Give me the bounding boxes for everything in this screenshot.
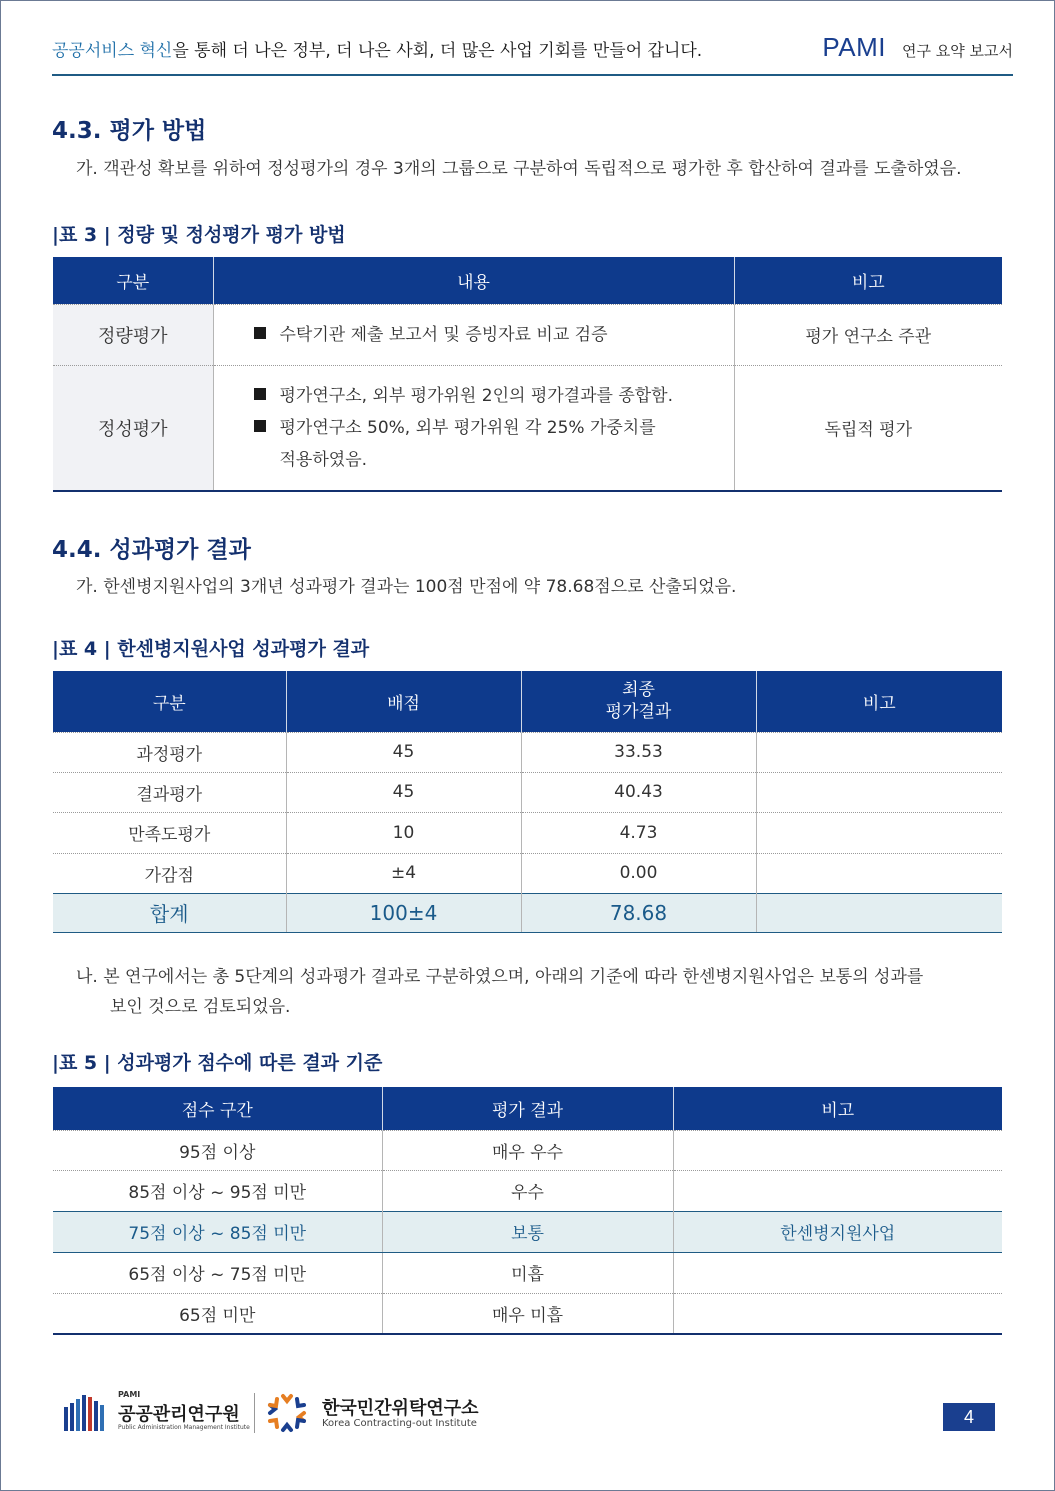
row-note	[756, 812, 1002, 853]
row-category: 만족도평가	[53, 812, 286, 853]
content-item: 수탁기관 제출 보고서 및 증빙자료 비교 검증	[279, 324, 608, 345]
logo-small-text: PAMI	[118, 1390, 141, 1399]
table-row	[53, 1252, 1002, 1293]
column-header: 점수 구간	[53, 1087, 382, 1130]
row-points: ±4	[286, 853, 521, 893]
square-bullet-icon	[254, 327, 266, 339]
row-note	[756, 772, 1002, 812]
page-number: 4	[943, 1403, 995, 1431]
row-note	[756, 853, 1002, 893]
column-header: 구분	[53, 671, 286, 732]
column-header: 구분	[53, 257, 213, 304]
table-caption: |표 4 | 한센병지원사업 성과평가 결과	[52, 638, 370, 660]
row-note	[673, 1170, 1002, 1211]
brand-name: PAMI	[822, 32, 887, 62]
logo-english-name: Public Administration Management Institute	[118, 1424, 250, 1431]
row-note: 한센병지원사업	[673, 1211, 1002, 1252]
row-note: 평가 연구소 주관	[734, 304, 1002, 365]
content-line	[254, 412, 733, 444]
row-category: 정성평가	[53, 365, 213, 491]
row-range: 75점 이상 ~ 85점 미만	[53, 1211, 382, 1252]
paragraph-line: 보인 것으로 검토되었음.	[110, 997, 291, 1017]
row-result: 33.53	[521, 732, 756, 772]
content-item: 평가연구소 50%, 외부 평가위원 각 25% 가중치를	[279, 417, 656, 438]
row-content	[213, 304, 734, 365]
table-header-row	[53, 257, 1002, 304]
evaluation-result-table	[53, 671, 1002, 933]
row-grade: 보통	[382, 1211, 673, 1252]
table-row	[53, 772, 1002, 812]
kco-logo	[264, 1390, 504, 1436]
row-grade: 우수	[382, 1170, 673, 1211]
section-paragraph	[76, 962, 996, 1022]
row-content	[213, 365, 734, 491]
pami-logo	[64, 1390, 259, 1434]
row-result: 0.00	[521, 853, 756, 893]
row-note	[673, 1293, 1002, 1334]
header-brand	[822, 32, 1013, 63]
column-header: 비고	[673, 1087, 1002, 1130]
content-line	[254, 380, 733, 412]
page-header	[52, 30, 1013, 76]
table-row	[53, 304, 1002, 365]
row-range: 65점 이상 ~ 75점 미만	[53, 1252, 382, 1293]
row-grade: 매우 우수	[382, 1130, 673, 1170]
row-grade: 미흡	[382, 1252, 673, 1293]
header-slogan	[52, 36, 702, 61]
column-header: 내용	[213, 257, 734, 304]
table-row	[53, 732, 1002, 772]
total-note	[756, 893, 1002, 932]
column-header: 평가 결과	[382, 1087, 673, 1130]
pami-bars-icon	[64, 1393, 110, 1431]
row-note	[673, 1130, 1002, 1170]
row-category: 정량평가	[53, 304, 213, 365]
evaluation-method-table	[53, 257, 1002, 492]
total-points: 100±4	[286, 893, 521, 932]
logo-english-name: Korea Contracting-out Institute	[322, 1418, 477, 1429]
table-header-row	[53, 1087, 1002, 1130]
square-bullet-icon	[254, 420, 266, 432]
logo-name: 공공관리연구원	[118, 1404, 240, 1425]
grade-criteria-table	[53, 1087, 1002, 1335]
row-points: 45	[286, 732, 521, 772]
row-category: 가감점	[53, 853, 286, 893]
column-header	[521, 671, 756, 732]
report-type: 연구 요약 보고서	[902, 42, 1013, 60]
total-result: 78.68	[521, 893, 756, 932]
table-row	[53, 812, 1002, 853]
content-item: 평가연구소, 외부 평가위원 2인의 평가결과를 종합함.	[279, 385, 674, 406]
table-row	[53, 1170, 1002, 1211]
row-note: 독립적 평가	[734, 365, 1002, 491]
table-header-row	[53, 671, 1002, 732]
kco-emblem-icon	[264, 1390, 310, 1436]
footer-divider	[254, 1393, 255, 1433]
row-grade: 매우 미흡	[382, 1293, 673, 1334]
section-title: 4.4. 성과평가 결과	[52, 537, 251, 563]
total-row	[53, 893, 1002, 932]
row-points: 45	[286, 772, 521, 812]
content-line: 적용하였음.	[279, 449, 368, 470]
row-note	[756, 732, 1002, 772]
table-row	[53, 1293, 1002, 1334]
paragraph-line: 나. 본 연구에서는 총 5단계의 성과평가 결과로 구분하였으며, 아래의 기준에 따라 한센병지원사업은 보통의 성과를	[76, 967, 924, 987]
row-range: 95점 이상	[53, 1130, 382, 1170]
column-header: 비고	[756, 671, 1002, 732]
table-row	[53, 1130, 1002, 1170]
table-caption: |표 5 | 성과평가 점수에 따른 결과 기준	[52, 1052, 383, 1074]
row-category: 과정평가	[53, 732, 286, 772]
slogan-text: 을 통해 더 나은 정부, 더 나은 사회, 더 많은 사업 기회를 만들어 갑니다.	[172, 41, 703, 61]
row-result: 4.73	[521, 812, 756, 853]
row-range: 65점 미만	[53, 1293, 382, 1334]
column-header-line: 평가결과	[605, 702, 672, 723]
row-note	[673, 1252, 1002, 1293]
column-header-line: 최종	[622, 680, 655, 701]
row-category: 결과평가	[53, 772, 286, 812]
square-bullet-icon	[254, 388, 266, 400]
table-row	[53, 365, 1002, 491]
logo-name: 한국민간위탁연구소	[322, 1398, 479, 1419]
highlighted-row	[53, 1211, 1002, 1252]
column-header: 배점	[286, 671, 521, 732]
table-caption: |표 3 | 정량 및 정성평가 평가 방법	[52, 224, 346, 246]
section-paragraph: 가. 객관성 확보를 위하여 정성평가의 경우 3개의 그룹으로 구분하여 독립적으로 평가한 후 합산하여 결과를 도출하였음.	[76, 159, 962, 179]
section-title: 4.3. 평가 방법	[52, 118, 207, 144]
row-range: 85점 이상 ~ 95점 미만	[53, 1170, 382, 1211]
table-row	[53, 853, 1002, 893]
total-category: 합계	[53, 893, 286, 932]
section-paragraph: 가. 한센병지원사업의 3개년 성과평가 결과는 100점 만점에 약 78.68점으로 산출되었음.	[76, 577, 737, 597]
row-points: 10	[286, 812, 521, 853]
slogan-highlight: 공공서비스 혁신	[52, 41, 173, 61]
row-result: 40.43	[521, 772, 756, 812]
column-header: 비고	[734, 257, 1002, 304]
